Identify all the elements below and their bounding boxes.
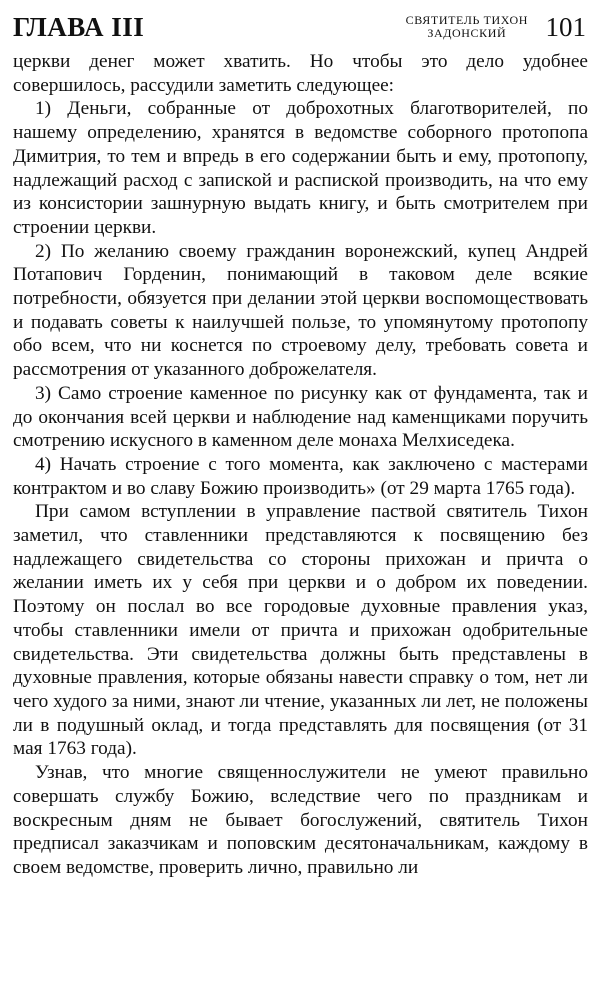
chapter-title: ГЛАВА III <box>13 12 145 42</box>
running-head-line-2: ЗАДОНСКИЙ <box>427 26 507 40</box>
paragraph-continuation: церкви денег может хватить. Но чтобы это дело удобнее совершилось, рассудили заметить следующее: <box>13 51 588 96</box>
running-head <box>406 14 528 40</box>
paragraph-item-4: 4) Начать строение с того момента, как заключено с мастерами контрактом и во славу Божию производить» (от 29 марта 1765 года). <box>13 453 588 499</box>
body-text <box>13 50 588 880</box>
paragraph-ordination: При самом вступлении в управление паствой святитель Тихон заметил, что ставленники представляются к посвящению без надлежащего свидетельства со стороны прихожан и причта о желании иметь их у себя при церкви и о добром их поведении. Поэтому он послал во все городовые духовные правления указ, чтобы ставленники имели от причта и прихожан одобрительные свидетельства. Эти свидетельства должны быть представлены в духовные правления, которые обязаны навести справку о том, нет ли чего худого за ними, знают ли чтение, указанных ли лет, не положены ли в подушный оклад, и тогда представлять для посвящения (от 31 мая 1763 года). <box>13 501 588 760</box>
paragraph-item-2: 2) По желанию своему гражданин воронежский, купец Андрей Потапович Горденин, понимающий в таковом деле всякие потребности, обязуется при делании этой церкви воспомоществовать и подавать советы к наилучшей пользе, то упомянутому протопопу обо всем, что ни коснется по строевому делу, требовать совета и рассмотрения от указанного доброжелателя. <box>13 240 588 381</box>
page-header <box>13 10 586 44</box>
page-number: 101 <box>545 12 586 42</box>
paragraph-item-3: 3) Само строение каменное по рисунку как от фундамента, так и до окончания всей церкви и наблюдение над каменщиками поручить смотрению искусного в каменном деле монаха Мелхиседека. <box>13 382 588 452</box>
running-head-line-1: СВЯТИТЕЛЬ ТИХОН <box>405 13 528 27</box>
paragraph-item-1: 1) Деньги, собранные от доброхотных благотворителей, по нашему определению, хранятся в ведомстве соборного протопопа Димитрия, то тем и впредь в его содержании быть и ему, протопопу, надлежащий расход с запиской и распиской производить, на что ему из консистории зашнурную выдать книгу, и быть смотрителем при строении церкви. <box>13 98 588 238</box>
paragraph-services: Узнав, что многие священнослужители не умеют правильно совершать службу Божию, вследствие чего по праздникам и воскресным дням не бывает богослужений, святитель Тихон предписал заказчикам и поповским десятоначальникам, каждому в своем ведомстве, проверить лично, правильно ли <box>13 762 588 878</box>
